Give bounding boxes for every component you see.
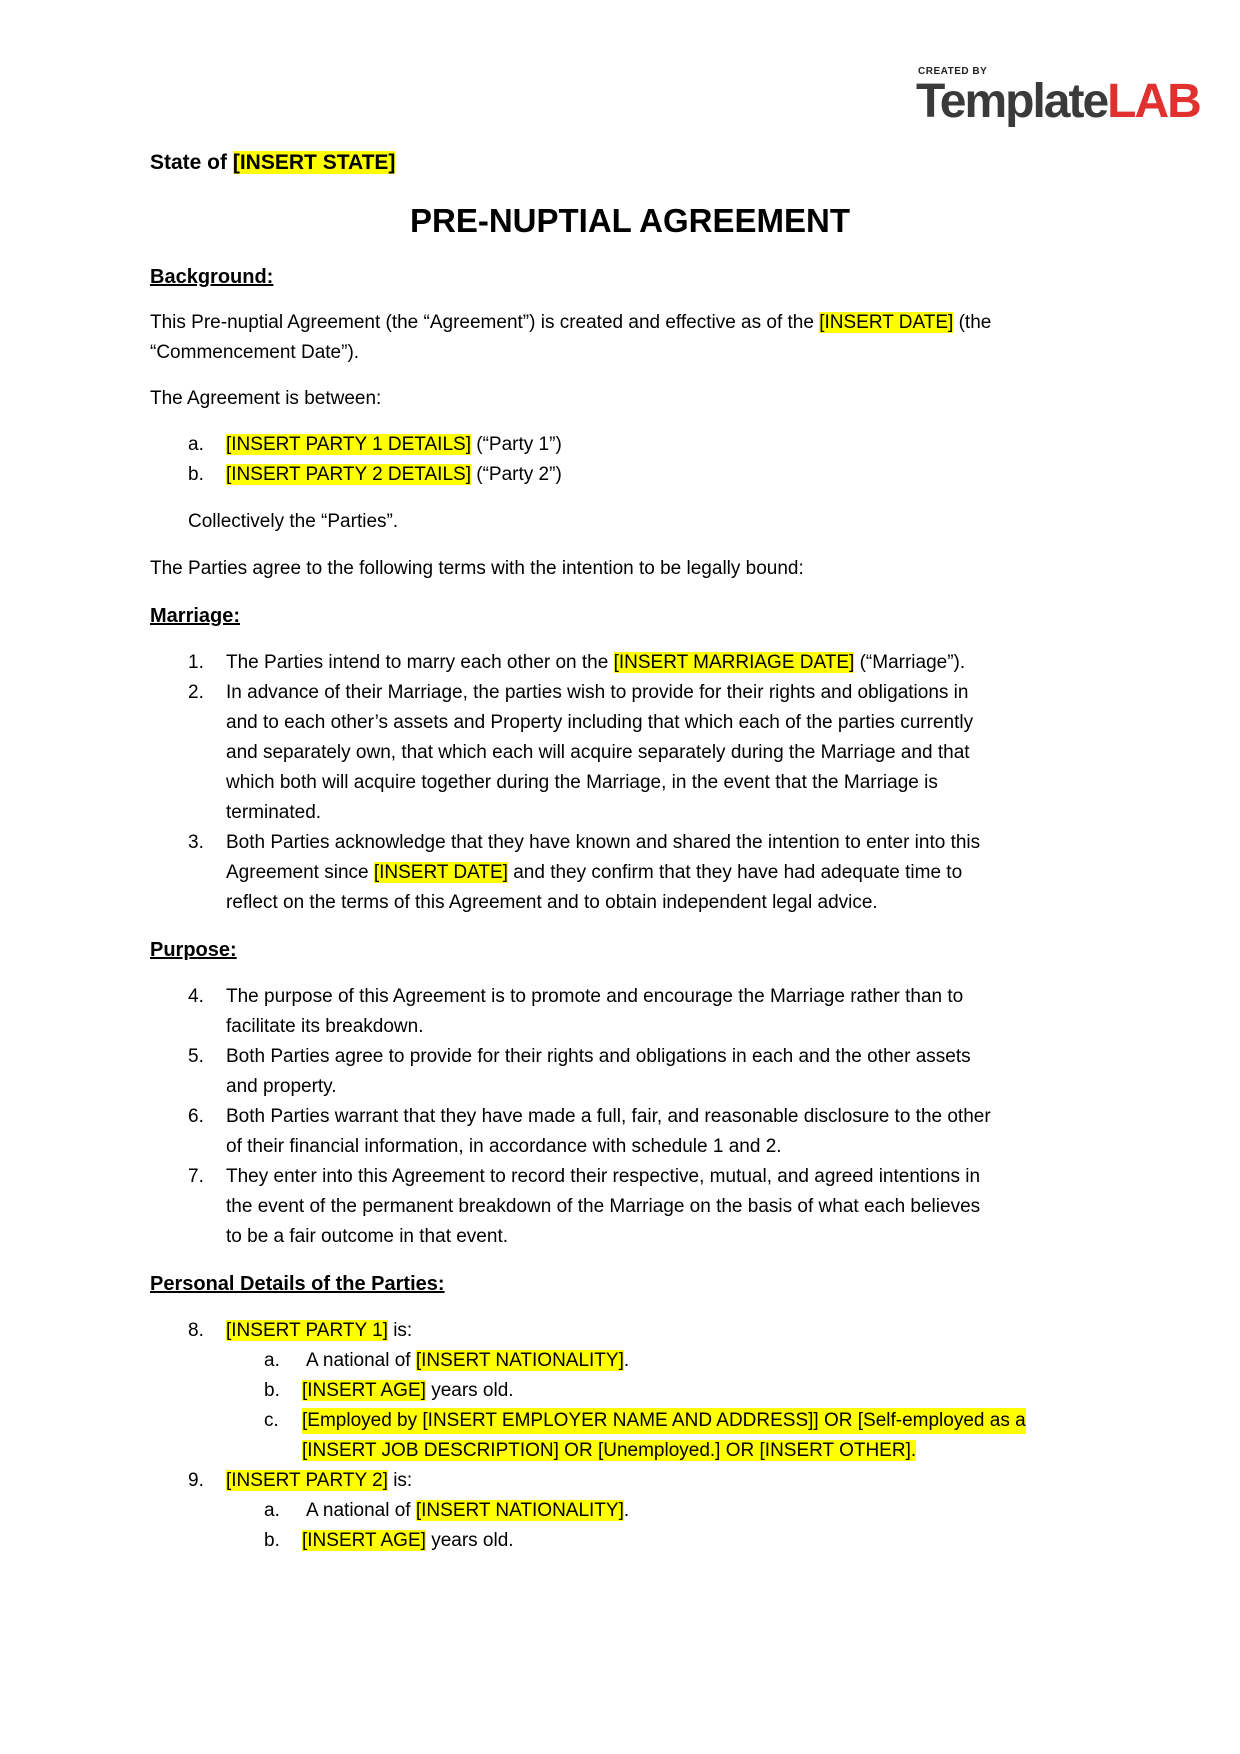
intro-line-2: “Commencement Date”). <box>150 342 360 363</box>
item-text-end: . <box>623 1350 630 1371</box>
clause-number: 3. <box>188 832 204 853</box>
templatelab-logo <box>916 66 1206 132</box>
clause-6-line-2: of their financial information, in accordance with schedule 1 and 2. <box>226 1136 782 1157</box>
agree-line: The Parties agree to the following terms with the intention to be legally bound: <box>150 558 804 579</box>
clause-number: 6. <box>188 1106 204 1127</box>
clause-text: Both Parties agree to provide for their rights and obligations in each and the other assets <box>226 1046 971 1067</box>
clause-2-line-2: and to each other’s assets and Property including that which each of the parties currently <box>226 712 974 733</box>
party1-employment-placeholder: [Employed by [INSERT EMPLOYER NAME AND ADDRESS]] OR [Self-employed as a <box>302 1408 1026 1434</box>
logo-brand-template: Template <box>916 75 1108 128</box>
clause-number: 7. <box>188 1166 204 1187</box>
clause-7-line-2: the event of the permanent breakdown of the Marriage on the basis of what each believes <box>226 1196 981 1217</box>
section-heading-background: Background: <box>150 266 274 288</box>
clause-5-line-2: and property. <box>226 1076 337 1097</box>
party1-employment-item-line-2 <box>302 1438 916 1464</box>
list-marker: a. <box>188 434 204 455</box>
party1-placeholder: [INSERT PARTY 1] <box>226 1320 388 1341</box>
intro-text: This Pre-nuptial Agreement (the “Agreement”) is created and effective as of the <box>150 312 814 333</box>
logo-created-by: CREATED BY <box>918 66 988 77</box>
list-marker: b. <box>188 464 204 485</box>
list-marker: a. <box>264 1500 280 1521</box>
party2-label: (“Party 2”) <box>476 464 562 485</box>
collectively-line: Collectively the “Parties”. <box>188 511 399 532</box>
party1-details-placeholder: [INSERT PARTY 1 DETAILS] <box>226 434 471 455</box>
logo-brand-lab: LAB <box>1107 75 1200 128</box>
party2-details-placeholder: [INSERT PARTY 2 DETAILS] <box>226 464 471 485</box>
list-marker: c. <box>264 1410 279 1431</box>
party1-nationality-placeholder: [INSERT NATIONALITY] <box>415 1350 624 1371</box>
party1-employment-placeholder-cont: [INSERT JOB DESCRIPTION] OR [Unemployed.] OR [INSERT OTHER]. <box>302 1440 917 1461</box>
clause-number: 2. <box>188 682 204 703</box>
state-label: State of <box>150 151 228 174</box>
clause-number: 4. <box>188 986 204 1007</box>
section-heading-purpose: Purpose: <box>150 939 237 961</box>
clause-text-end: and they confirm that they have had adequate time to <box>513 862 963 883</box>
known-since-date-placeholder: [INSERT DATE] <box>373 862 508 883</box>
party2-nationality-placeholder: [INSERT NATIONALITY] <box>415 1500 624 1521</box>
clause-3-line-2 <box>226 860 962 886</box>
document-title: PRE-NUPTIAL AGREEMENT <box>409 202 851 239</box>
clause-2-line-5: terminated. <box>226 802 322 823</box>
state-line <box>150 150 395 176</box>
clause-number: 9. <box>188 1470 204 1491</box>
intro-text-end: (the <box>958 312 992 333</box>
item-text: A national of <box>306 1350 411 1371</box>
clause-text: In advance of their Marriage, the parties wish to provide for their rights and obligations in <box>226 682 969 703</box>
clause-text: Both Parties acknowledge that they have known and shared the intention to enter into this <box>226 832 981 853</box>
party2-placeholder: [INSERT PARTY 2] <box>226 1470 388 1491</box>
clause-4-line-2: facilitate its breakdown. <box>226 1016 424 1037</box>
clause-3-line-3: reflect on the terms of this Agreement and to obtain independent legal advice. <box>226 892 878 913</box>
commencement-date-placeholder: [INSERT DATE] <box>819 312 954 333</box>
item-text-end: . <box>623 1500 630 1521</box>
item-text: A national of <box>306 1500 411 1521</box>
list-marker: b. <box>264 1380 280 1401</box>
clause-number: 1. <box>188 652 204 673</box>
clause-2-line-3: and separately own, that which each will acquire separately during the Marriage and that <box>226 742 970 763</box>
clause-number: 8. <box>188 1320 204 1341</box>
clause-number: 5. <box>188 1046 204 1067</box>
section-heading-marriage: Marriage: <box>150 605 241 627</box>
item-text: years old. <box>431 1380 514 1401</box>
marriage-date-placeholder: [INSERT MARRIAGE DATE] <box>613 652 855 673</box>
party1-label: (“Party 1”) <box>476 434 562 455</box>
clause-text: The purpose of this Agreement is to promote and encourage the Marriage rather than to <box>226 986 964 1007</box>
clause-text-end: (“Marriage”). <box>859 652 966 673</box>
list-marker: a. <box>264 1350 280 1371</box>
clause-text: Agreement since <box>226 862 369 883</box>
intro-line-1 <box>150 310 991 336</box>
party1-age-placeholder: [INSERT AGE] <box>302 1380 426 1401</box>
clause-text: is: <box>393 1470 413 1491</box>
clause-text: Both Parties warrant that they have made a full, fair, and reasonable disclosure to the other <box>226 1106 991 1127</box>
logo-brand <box>916 74 1200 130</box>
clause-text: The Parties intend to marry each other on the <box>226 652 609 673</box>
section-heading-personal-details: Personal Details of the Parties: <box>150 1273 445 1295</box>
party2-age-placeholder: [INSERT AGE] <box>302 1530 426 1551</box>
list-marker: b. <box>264 1530 280 1551</box>
clause-7-line-3: to be a fair outcome in that event. <box>226 1226 509 1247</box>
clause-text: is: <box>393 1320 413 1341</box>
between-line: The Agreement is between: <box>150 388 382 409</box>
state-placeholder: [INSERT STATE] <box>232 151 396 174</box>
item-text: years old. <box>431 1530 514 1551</box>
clause-2-line-4: which both will acquire together during the Marriage, in the event that the Marriage is <box>226 772 938 793</box>
clause-text: They enter into this Agreement to record their respective, mutual, and agreed intentions in <box>226 1166 981 1187</box>
